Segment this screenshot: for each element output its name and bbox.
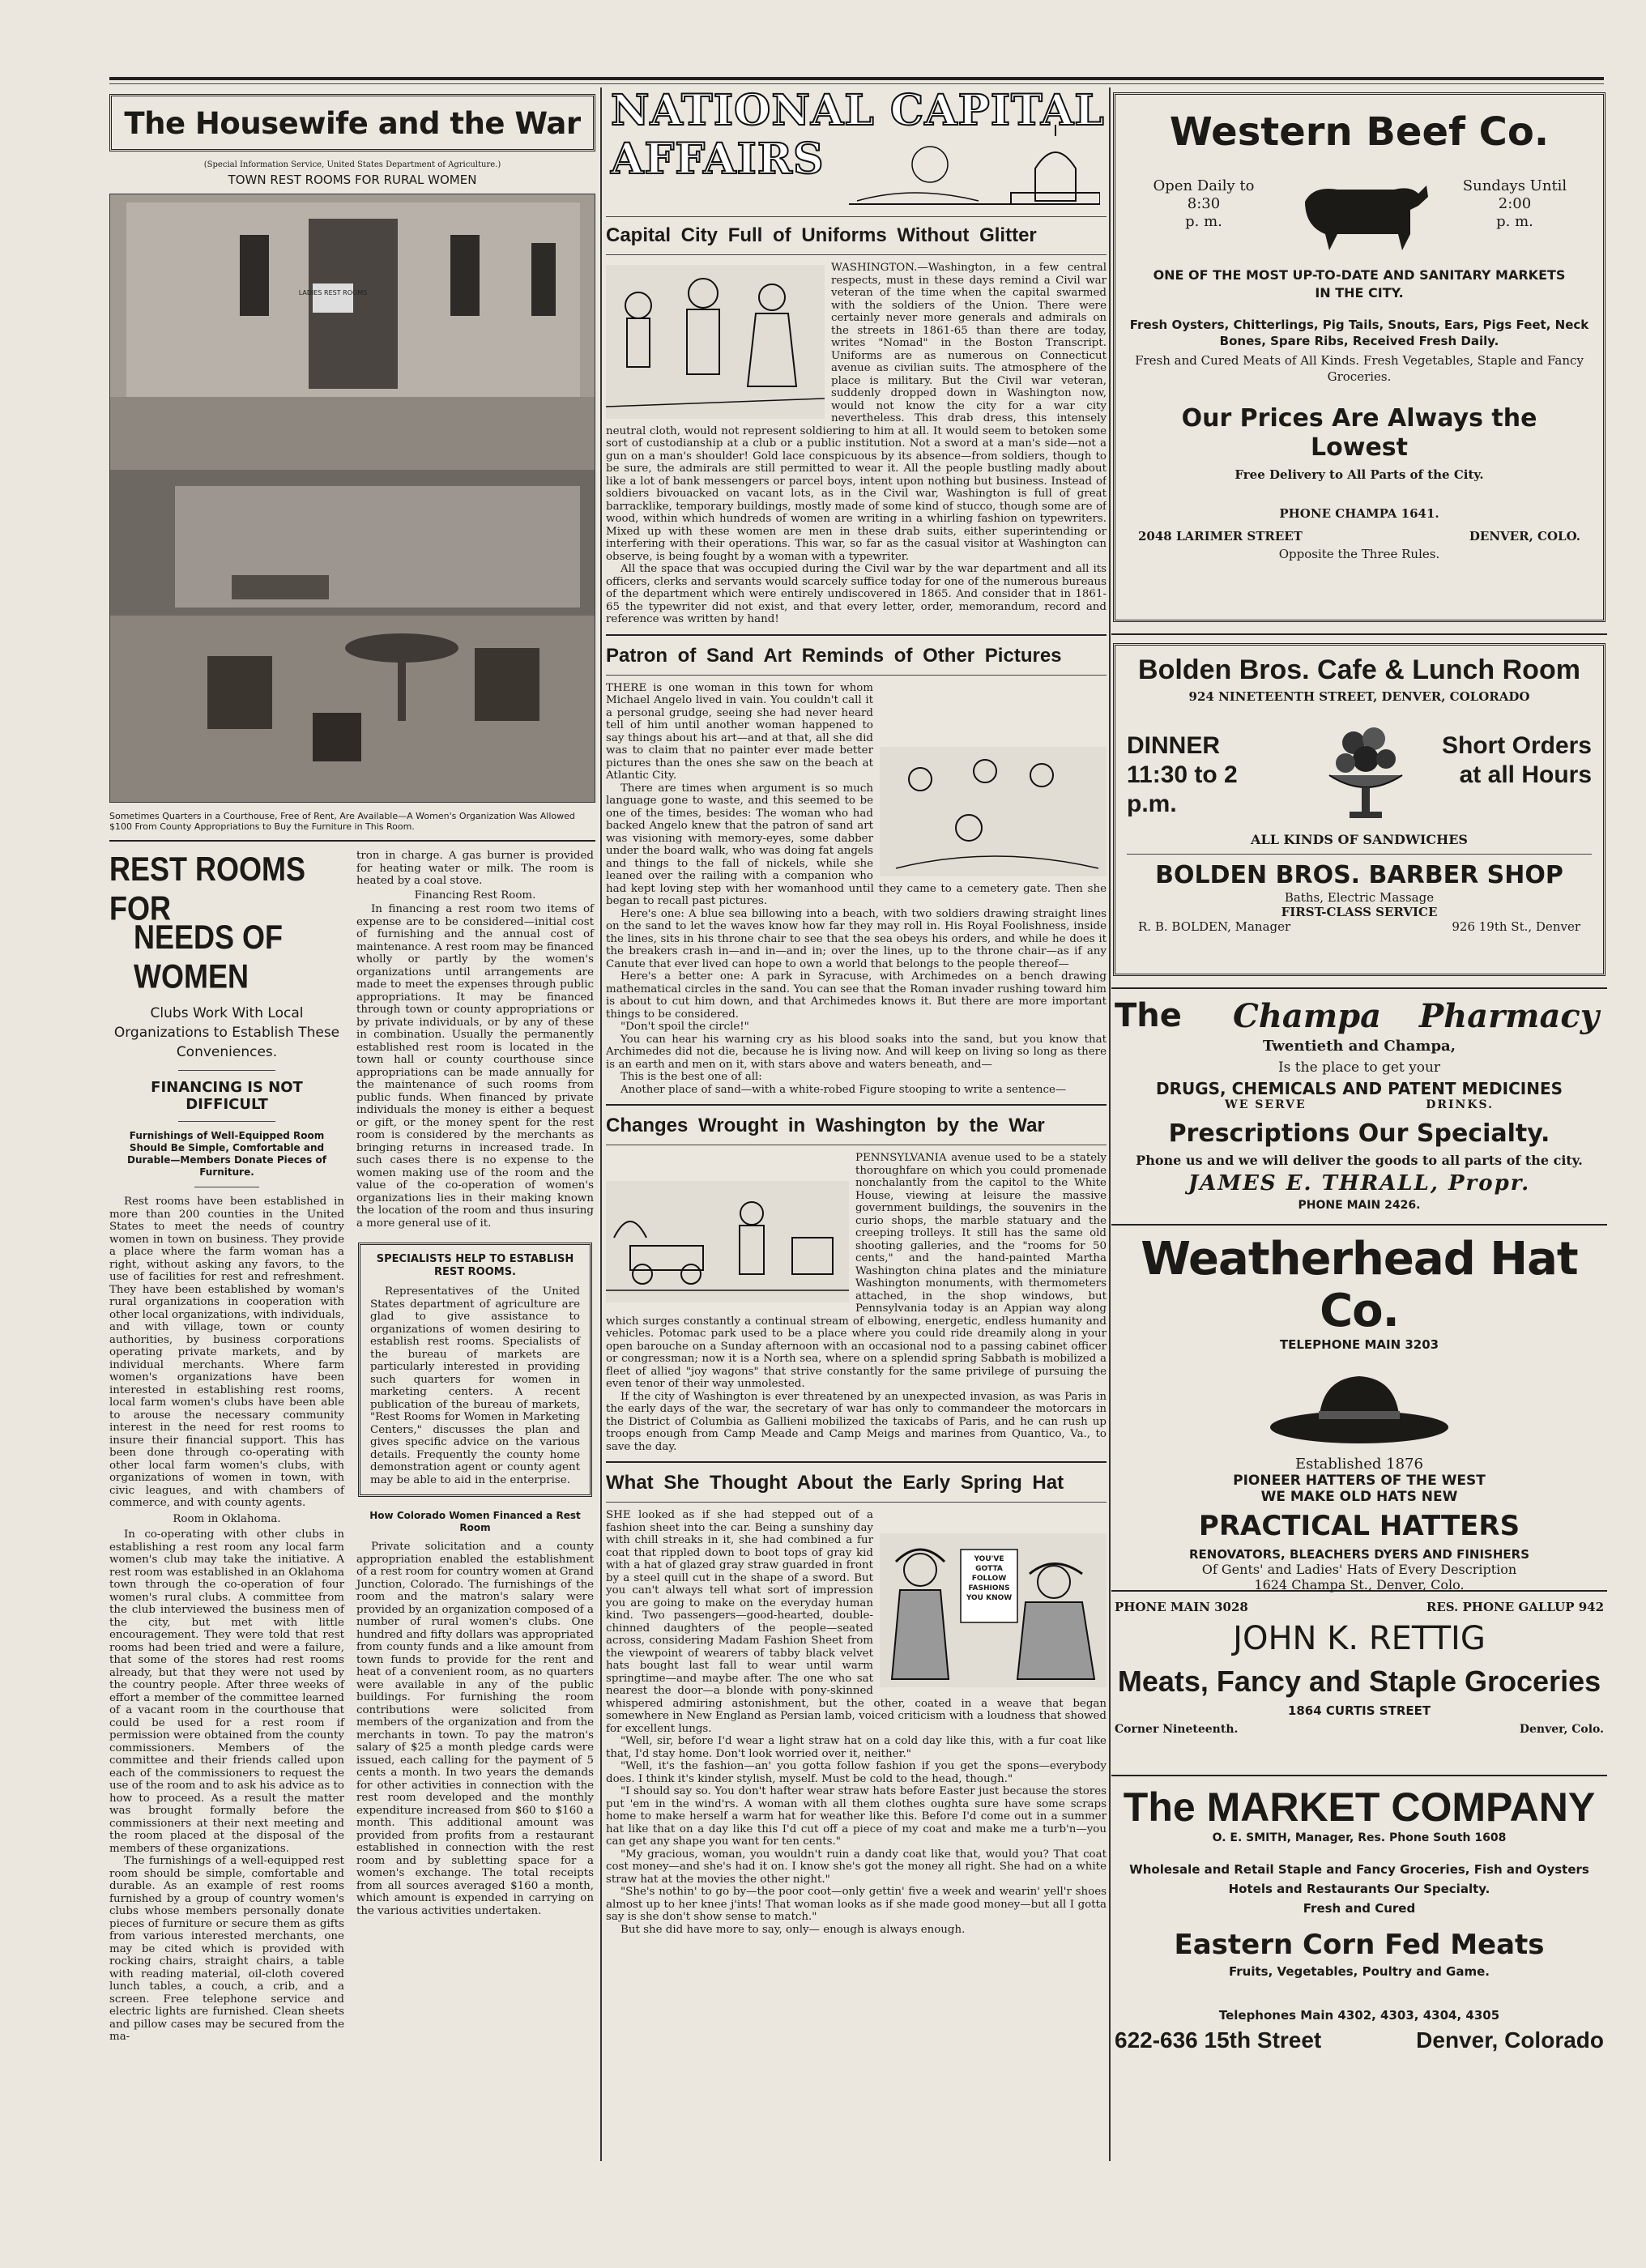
headline-rule <box>606 1502 1107 1503</box>
ad-manager: O. E. SMITH, Manager, Res. Phone South 1608 <box>1212 1831 1507 1844</box>
ad-city: DENVER, COLO. <box>1469 529 1580 544</box>
article-paragraph: If the city of Washington is ever threatened by an unexpected invasion, as was Paris in the early days of the war, the secretary of war has only to commandeer the motorcars in the District of Columbia as Gallieni mobilized the taxicabs of Paris, and he can rush up troops enough from Camp Meade and Camp Meigs and marines from Quantico, Va., to save the day. <box>606 1390 1107 1453</box>
pharmacy-title-champa: Champa <box>1233 997 1382 1035</box>
article-paragraph: Here's one: A blue sea billowing into a beach, with two soldiers drawing straight lines on the sand to let the waves know how far they may roll in. His Royal Foolishness, inside the lines, sits in his throne chair to see that the sea obeys his orders, and while he does it the breakers crash in—and in—and in; over the lines, up to the throne chair—as if any Canute that ever lived can hope to own a world that belongs to the people thereof— <box>606 907 1107 970</box>
masthead-line2: AFFAIRS <box>611 134 825 184</box>
ad-business-name: Bolden Bros. Cafe & Lunch Room <box>1138 654 1580 685</box>
ad-products-2: Fresh and Cured Meats of All Kinds. Fresh Vegetables, Staple and Fancy Groceries. <box>1135 353 1584 384</box>
article-headline: What She Thought About the Early Spring Hat <box>606 1472 1064 1494</box>
hours-weekday-pm: p. m. <box>1185 213 1222 230</box>
article-subhead: Financing Rest Room. <box>414 889 536 902</box>
headline-rule <box>606 254 1107 255</box>
ad-barber-address: 926 19th St., Denver <box>1452 919 1580 934</box>
ad-phone: PHONE CHAMPA 1641. <box>1279 506 1439 521</box>
ad-western-beef <box>1113 92 1605 622</box>
ad-city: Denver, Colorado <box>1416 2027 1604 2053</box>
article-paragraph: But she did have more to say, only— enough is always enough. <box>620 1923 966 1936</box>
feature-headline-box <box>109 94 595 151</box>
short-orders-hours: at all Hours <box>1459 761 1592 788</box>
ad-footer-row <box>1111 2027 1607 2055</box>
short-orders-label: Short Orders <box>1441 732 1592 759</box>
photo-sign: LADIES REST ROOMS <box>298 289 368 296</box>
specialists-box <box>358 1243 592 1497</box>
article-deck: Clubs Work With Local Organizations to Establish These Conveniences. <box>113 1005 340 1060</box>
ad-drugs: DRUGS, CHEMICALS AND PATENT MEDICINES <box>1155 1079 1563 1098</box>
column-advertisements <box>1111 87 1607 2161</box>
ad-address: 1624 Champa St., Denver, Colo. <box>1254 1577 1465 1592</box>
masthead <box>606 87 1107 213</box>
ad-old-hats: WE MAKE OLD HATS NEW <box>1260 1489 1458 1505</box>
ad-barber-service: FIRST-CLASS SERVICE <box>1281 905 1438 919</box>
ad-hours-row <box>1127 710 1592 832</box>
sand-art-cartoon <box>880 747 1107 876</box>
ad-line: Is the place to get your <box>1277 1059 1441 1076</box>
hours-weekday: Open Daily to 8:30 <box>1153 177 1255 212</box>
ad-weatherhead-hat <box>1111 1233 1607 1592</box>
uniforms-article <box>606 262 1107 626</box>
feature-headline: The Housewife and the War <box>124 106 581 141</box>
ad-specialty: Prescriptions Our Specialty. <box>1168 1119 1550 1148</box>
ad-divider <box>1111 1224 1607 1226</box>
top-rule <box>109 77 1604 80</box>
ad-serve-left: WE SERVE <box>1225 1098 1307 1111</box>
ad-inner-divider <box>1127 854 1592 855</box>
article-subhead: Room in Oklahoma. <box>173 1512 281 1525</box>
ad-phone-main: PHONE MAIN 3028 <box>1115 1600 1248 1614</box>
article-paragraph: Private solicitation and a county appropriation enabled the establishment of a rest room for country women at Grand Junction, Colorado. The furnishings of the room and the matron's salary were provided by an organization composed of a number of rural women's clubs. One hundred and fifty dollars was appropriated from county funds and a like amount from town funds to provide for the rent and heat of a convenient room, as no quarters were available in any of the public buildings. For furnishing the room contributions were solicited from members of the organization and from the merchants in town. To pay the matron's salary of $25 a month pledge cards were issued, each calling for the payment of 5 cents a month. In two years the demands for other activities in connection with the rest room developed and the monthly expenditure increased from $60 to $160 a month. This additional amount was provided from profits from a restaurant established in connection with the rest room and by subletting space for a women's exchange. The total receipts from all sources averaged $160 a month, which amount is expended in carrying on the various activities undertaken. <box>356 1541 594 1917</box>
changes-article <box>606 1152 1107 1453</box>
masthead-divider <box>606 216 1107 217</box>
deck-divider <box>178 1121 275 1122</box>
pharmacy-title-the: The <box>1115 997 1182 1034</box>
column-rule <box>600 87 602 2161</box>
ad-landmark: Opposite the Three Rules. <box>1278 547 1440 561</box>
ad-hours-right <box>1446 177 1584 231</box>
hours-sunday-pm: p. m. <box>1496 213 1533 230</box>
deck-divider <box>178 1070 275 1071</box>
ad-established: Established 1876 <box>1295 1456 1423 1473</box>
hat-icon <box>1266 1366 1452 1447</box>
ad-corner: Twentieth and Champa, <box>1263 1038 1456 1055</box>
ad-description: Of Gents' and Ladies' Hats of Every Description <box>1201 1562 1517 1577</box>
article-subcolumn-left <box>109 850 344 2044</box>
article-title-line2: NEEDS OF WOMEN <box>134 918 284 995</box>
uniforms-cartoon <box>606 265 825 419</box>
article-paragraph: Another place of sand—with a white-robed Figure stooping to write a sentence— <box>620 1083 1067 1096</box>
article-paragraph: SHE looked as if she had stepped out of a fashion sheet into the car. Being a sunshiny day with chill streaks in it, she had combined a fur coat that rippled down to boot tops of gray kid with a hat of glazed gray straw guarded in front by a steel quill cut in the shape of a sword. But you can't always tell what sort of impression you are going to make on the everyday human kind. Two passengers—good-hearted, double-chinned daughters of the people—seated across, considering Madam Fashion Sheet from the viewpoint of wearers of tabby black velvet hats bought last fall to wear until warm springtime—and maybe after. The one who sat nearest the door—a blonde with pony-skinned whispered admiring astonishment, but the other, coated in a weave that began somewhere in New England as Persian lamb, voiced criticism with a loudness that showed for excellent lungs. <box>606 1509 1107 1735</box>
ad-divider <box>1111 1775 1607 1776</box>
top-rule-thin <box>109 83 1604 84</box>
ad-address: 622-636 15th Street <box>1115 2027 1322 2053</box>
ad-barber-name: BOLDEN BROS. BARBER SHOP <box>1155 861 1563 889</box>
column-housewife <box>109 87 595 2161</box>
ad-barber-services: Baths, Electric Massage <box>1284 890 1435 905</box>
article-paragraph: "I should say so. You don't hafter wear straw hats before Easter just because the stores put 'em in the wind'rs. A woman with all them clothes oughta sure have some scraps home to make herself a warm hat for weather like this. Before I'd come out in a summer hat like that on a day like this I'd cut off a piece of my coat and make me a turb'n—you can get any shape you want for ten cents." <box>606 1785 1107 1848</box>
ad-sandwiches: ALL KINDS OF SANDWICHES <box>1251 832 1468 847</box>
ad-business-name: The MARKET COMPANY <box>1123 1784 1596 1830</box>
article-subcolumn-right <box>356 850 594 1917</box>
spring-hat-article <box>606 1509 1107 1936</box>
ad-meats: Eastern Corn Fed Meats <box>1174 1929 1545 1961</box>
article-paragraph: "My gracious, woman, you wouldn't ruin a dandy coat like that, would you? That coat cost money—and she's had it on. I know she's got the money all right. She had on a white straw hat at the movies the other night." <box>606 1848 1107 1886</box>
ad-delivery: Free Delivery to All Parts of the City. <box>1234 467 1484 482</box>
article-paragraph: PENNSYLVANIA avenue used to be a stately thoroughfare on which you could promenade nonchalantly from the capitol to the White House, viewing at leisure the massive government buildings, the souvenirs in the curio shops, the marble statuary and the creeping trolleys. It still has the same old shooting galleries, and the "rooms for 50 cents," and the hand-painted Martha Washington china plates and the miniature Washington monuments, with thermometers attached, in the shop windows, but Pennsylvania today is an Appian way along which surges constantly a continual stream of elbowing, energetic, endless humanity and vehicles. Potomac park used to be a place where you could ride dreamily along in your open barouche on a Sunday afternoon with an occasional nod to a passing cabinet officer or congressman; now it is a North sea, where on a splendid spring Sabbath is mobilized a fleet of allied "joy wagons" that strive constantly for the same privilege of pursuing the even tenor of their way unmolested. <box>606 1152 1107 1390</box>
article-paragraph: WASHINGTON.—Washington, in a few central respects, must in these days remind a Civil war veteran of the time when the capital swarmed with the soldiers of the Union. There were certainly never more generals and admirals on the streets in 1861-65 than there are today, writes "Nomad" in the Boston Transcript. Uniforms are as numerous on Connecticut avenue as civilian suits. The atmosphere of the place is military. But the Civil war veteran, suddenly dropped down in Washington now, would not know the city for a war city nevertheless. This drab dress, this intensely neutral cloth, would not represent soldiering to him at all. It would seem to betoken some sort of custodianship at a club or a public institution. Not a sword at a man's side—not a gun on a man's shoulder! Gold lace conspicuous by its absence—from soldiers, though to be sure, the admirals are still permitted to wear it. All the people bustling madly about like a lot of bank messengers or parcel boys, intent upon nothing but business. Instead of soldiers bivouacked on vacant lots, as in the Civil war, Washington is full of great barracklike, temporary buildings, mostly made of some kind of stucco, though some are of wood, within which hundreds of women are writing in a whirling fashion on typewriters. Mixed up with these women are men in these drab suits, either superintending or interfering with their operations. This war, so far as the casual visitor at Washington can observe, is being fought by a woman with a typewriter. <box>606 262 1107 563</box>
ad-slogan: Our Prices Are Always the Lowest <box>1181 404 1537 462</box>
ad-line: Fresh and Cured <box>1303 1901 1416 1916</box>
ad-line: Hotels and Restaurants Our Specialty. <box>1228 1882 1490 1896</box>
article-paragraph: The furnishings of a well-equipped rest room should be simple, comfortable and durable. As an example of rest rooms furnished by a group of country women's clubs whose members personally donate pieces of furniture or secure them as gifts from various interested merchants, one may be cited which is provided with rocking chairs, straight chairs, a table with reading material, oil-cloth covered lunch tables, a couch, a crib, and a screen. Free telephone service and electric lights are furnished. Clean sheets and pillow cases may be secured from the ma- <box>109 1855 344 2043</box>
ad-serve-row <box>1111 1098 1607 1115</box>
ad-hours-row <box>1127 169 1592 258</box>
ad-line: Wholesale and Retail Staple and Fancy Groceries, Fish and Oysters <box>1129 1862 1589 1877</box>
column-national-capital <box>606 87 1107 2161</box>
article-subhead: How Colorado Women Financed a Rest Room <box>369 1510 581 1533</box>
article-paragraph: There are times when argument is so much language gone to waste, and this seemed to be one of the times, besides: The woman who had backed Angelo knew that the patron of sand art was visioning with memory-eyes, some dabber under the board walk, who was doing fat angels and things to the fall of nickels, while she leaned over the railing with a companion who had kept loving step with her womanhood until they came to a cemetery gate. Then she began to recall past pictures. <box>606 782 1107 907</box>
article-paragraph: Rest rooms have been established in more than 200 counties in the United States to meet the needs of country women in town on business. They provide a place where the farm woman has a right, without asking any favors, to the use of facilities for rest and refreshment. They have been established by woman's rural organizations in cooperation with other local organizations, with individuals, and with village, town or county authorities, by business corporations operating private markets, and by individual merchants. Where farm women's organizations have been interested in establishing rest rooms, local farm women's clubs have been able to arouse the necessary community interest in the need for rest rooms to insure their financial support. This has been done through co-operating with other local farm women's clubs, with organizations of women in town, with civic leagues, and with chambers of commerce, and with county agents. <box>109 1196 344 1509</box>
specialists-box-title: SPECIALISTS HELP TO ESTABLISH REST ROOMS. <box>376 1253 574 1278</box>
article-deck-3: Furnishings of Well-Equipped Room Should Be Simple, Comfortable and Durable—Members Donate Pieces of Furniture. <box>127 1130 326 1178</box>
sand-art-article <box>606 682 1107 1097</box>
feature-subhead: TOWN REST ROOMS FOR RURAL WOMEN <box>228 173 477 187</box>
rest-room-photo-image <box>110 194 595 802</box>
article-paragraph: All the space that was occupied during the Civil war by the war department and all its officers, clerks and servants would scarcely suffice today for one of the numerous bureaus of the department which were entirely undiscovered in 1865. And consider that in 1861-65 the typewriter did not exist, and that every letter, order, memorandum, record and reference was written by hand! <box>606 563 1107 625</box>
headline-rule <box>606 675 1107 676</box>
article-deck-2: FINANCING IS NOT DIFFICULT <box>151 1079 303 1113</box>
capitol-dome-icon <box>849 120 1100 209</box>
specialists-box-body: Representatives of the United States department of agriculture are glad to give assistance to organizations of women desiring to establish rest rooms. Specialists of the bureau of markets are particularly interested in providing such quarters for women in marketing centers. A recent publication of the bureau of markets, "Rest Rooms for Women in Marketing Centers," discusses the plan and gives specific advice on the various details. Frequently the county home demonstration agent or county agent may be able to aid in the enterprise. <box>370 1285 580 1486</box>
ad-bolden-bros <box>1113 643 1605 976</box>
dinner-label: DINNER <box>1127 732 1221 759</box>
hours-sunday: Sundays Until 2:00 <box>1462 177 1567 212</box>
article-paragraph: You can hear his warning cry as his blood soaks into the sand, but you know that Archimedes did not die, because he is living now. And will keep on living so long as there is an earth and men on it, with stars above and waters beneath, and— <box>606 1033 1107 1071</box>
ad-pharmacy-title <box>1111 997 1607 1038</box>
article-paragraph: This is the best one of all: <box>620 1071 762 1083</box>
section-divider <box>606 1104 1107 1106</box>
ad-phone-res: RES. PHONE GALLUP 942 <box>1426 1600 1604 1614</box>
steer-icon <box>1289 169 1435 258</box>
fashion-cartoon-sign: YOU'VE GOTTA FOLLOW FASHIONS YOU KNOW <box>966 1555 1013 1602</box>
fashion-cartoon <box>880 1533 1107 1687</box>
section-divider <box>606 1461 1107 1463</box>
article-paragraph: "Well, sir, before I'd wear a light straw hat on a cold day like this, with a fur coat like that, I'd stay home. Don't look worried over it, neither." <box>606 1735 1107 1760</box>
ad-address: 2048 LARIMER STREET <box>1138 529 1303 544</box>
ad-manager: R. B. BOLDEN, Manager <box>1138 919 1291 934</box>
ad-tagline: ONE OF THE MOST UP-TO-DATE AND SANITARY MARKETS IN THE CITY. <box>1153 267 1566 301</box>
ad-address: 924 NINETEENTH STREET, DENVER, COLORADO <box>1188 689 1530 704</box>
article-headline: Capital City Full of Uniforms Without Glitter <box>606 224 1037 246</box>
ad-city: Denver, Colo. <box>1519 1723 1604 1736</box>
ad-corner: Corner Nineteenth. <box>1115 1723 1239 1736</box>
column-rule <box>1109 87 1111 2161</box>
masthead-line1: NATIONAL CAPITAL <box>611 87 1105 135</box>
article-paragraph: "Well, it's the fashion—an' you gotta follow fashion if you get the spons—everybody does. I think it's kinder stylish, myself. Must be cold to the head, though." <box>606 1760 1107 1785</box>
section-divider <box>109 840 595 842</box>
article-paragraph: THERE is one woman in this town for whom Michael Angelo lived in vain. You couldn't call it a personal grudge, seeing she had never heard tell of him until another woman happened to say things about his art—and at that, all she did was to claim that no painter ever made better pictures than the ones she saw on the beach at Atlantic City. <box>606 681 873 782</box>
article-paragraph: In financing a rest room two items of expense are to be considered—initial cost of furnishing and the annual cost of maintenance. A rest room may be financed wholly or partly by the women's organizations until arrangements are made to meet the expenses through public appropriations. It may be financed through town or county appropriations or by private individuals, or by any of these in combination. Usually the permanently established rest room is located in the town hall or county courthouse since appropriations can be made annually for the maintenance of such rooms from public funds. When financed by private individuals the money is either a bequest or gift, or the money spent for the rest room is considered by the merchants as bringing returns in increased trade. In such cases there is no expense to the women making use of the room and the value of the co-operation of women's organizations lies in their making known the location of the room and thus insuring a more general use of it. <box>356 903 594 1230</box>
ad-phones: Telephones Main 4302, 4303, 4304, 4305 <box>1218 2008 1500 2023</box>
ad-address-row <box>1127 529 1592 547</box>
article-paragraph: In co-operating with other clubs in establishing a rest room any local farm women's club may take the initiative. A rest room was established in an Oklahoma town through the co-operation of four women's rural clubs. A committee from the club interviewed the business men of the city, but met with little encouragement. They were told that rest rooms had been tried and were a failure, that some of the stores had rest rooms already, but that they were not used by the country people. After three weeks of effort a member of the committee learned of a vacant room in the courthouse that could be used for a rest room if permission were obtained from the county commissioners. Members of the committee and their friends called upon each of the commissioners to request the use of the room and to ask his advice as to how to proceed. As a result the matter was brought formally before the commissioners at their next meeting and the room placed at the disposal of the members of these organizations. <box>109 1528 344 1855</box>
article-title-line1: REST ROOMS FOR <box>109 850 306 927</box>
article-paragraph: tron in charge. A gas burner is provided for heating water or milk. The room is heated by a coal stove. <box>356 850 594 887</box>
ad-barber-footer <box>1127 919 1592 937</box>
article-paragraph: Here's a better one: A park in Syracuse, with Archimedes on a bench drawing mathematical circles in the sand. You can see that the Roman invader rushing toward him is about to cut him down, and that Archimedes knows it. But there are more important things to be considered. <box>606 970 1107 1021</box>
ad-proprietor: JAMES E. THRALL, Propr. <box>1188 1171 1531 1196</box>
article-headline: Patron of Sand Art Reminds of Other Pictures <box>606 644 1062 667</box>
ad-business-name: Weatherhead Hat Co. <box>1141 1233 1578 1337</box>
photo-caption: Sometimes Quarters in a Courthouse, Free of Rent, Are Available—A Women's Organization Was Allowed $100 From County Appropriations to Buy the Furniture in This Room. <box>109 811 575 832</box>
ad-hours-left <box>1135 177 1273 231</box>
credit-line: (Special Information Service, United States Department of Agriculture.) <box>203 160 501 169</box>
ad-line: Meats, Fancy and Staple Groceries <box>1117 1665 1601 1698</box>
ad-short-orders <box>1430 731 1592 790</box>
dinner-hours: 11:30 to 2 p.m. <box>1127 761 1238 817</box>
ad-pioneer: PIONEER HATTERS OF THE WEST <box>1233 1473 1486 1489</box>
ad-serve-right: DRINKS. <box>1426 1098 1494 1111</box>
rest-room-photo <box>109 194 595 803</box>
ad-delivery: Phone us and we will deliver the goods to all parts of the city. <box>1136 1153 1583 1168</box>
motorcar-cartoon <box>606 1181 849 1302</box>
ad-market-company <box>1111 1784 1607 2055</box>
ad-renovators: RENOVATORS, BLEACHERS DYERS AND FINISHERS <box>1188 1547 1530 1562</box>
section-divider <box>606 634 1107 636</box>
ad-john-rettig <box>1111 1600 1607 1770</box>
article-paragraph: "She's nothin' to go by—the poor coot—only gettin' five a week and wearin' yell'r shoes almost up to her knee j'ints! That woman looks as if she made good money—but all I gotta say is she don't show sense to match." <box>606 1886 1107 1923</box>
ad-business-name: JOHN K. RETTIG <box>1233 1620 1486 1657</box>
ad-phone: TELEPHONE MAIN 3203 <box>1279 1337 1439 1352</box>
pharmacy-title-pharmacy: Pharmacy <box>1419 997 1599 1035</box>
ad-practical: PRACTICAL HATTERS <box>1198 1510 1520 1542</box>
ad-products: Fresh Oysters, Chitterlings, Pig Tails, Snouts, Ears, Pigs Feet, Neck Bones, Spare Ribs, Received Fresh Daily. <box>1129 318 1589 348</box>
ad-divider <box>1111 633 1607 635</box>
fruit-bowl-icon <box>1321 710 1410 832</box>
ad-business-name: Western Beef Co. <box>1169 109 1550 155</box>
ad-champa-pharmacy <box>1111 997 1607 1216</box>
article-paragraph: "Don't spoil the circle!" <box>620 1021 749 1033</box>
ad-phone: PHONE MAIN 2426. <box>1298 1199 1421 1212</box>
ad-footer-row <box>1111 1723 1607 1741</box>
ad-address: 1864 CURTIS STREET <box>1287 1703 1431 1718</box>
ad-divider <box>1111 987 1607 989</box>
ad-dinner <box>1127 731 1289 819</box>
article-headline: Changes Wrought in Washington by the War <box>606 1115 1045 1136</box>
ad-line: Fruits, Vegetables, Poultry and Game. <box>1229 1964 1490 1979</box>
rest-rooms-article <box>109 850 595 2089</box>
ad-phones-row <box>1111 1600 1607 1619</box>
